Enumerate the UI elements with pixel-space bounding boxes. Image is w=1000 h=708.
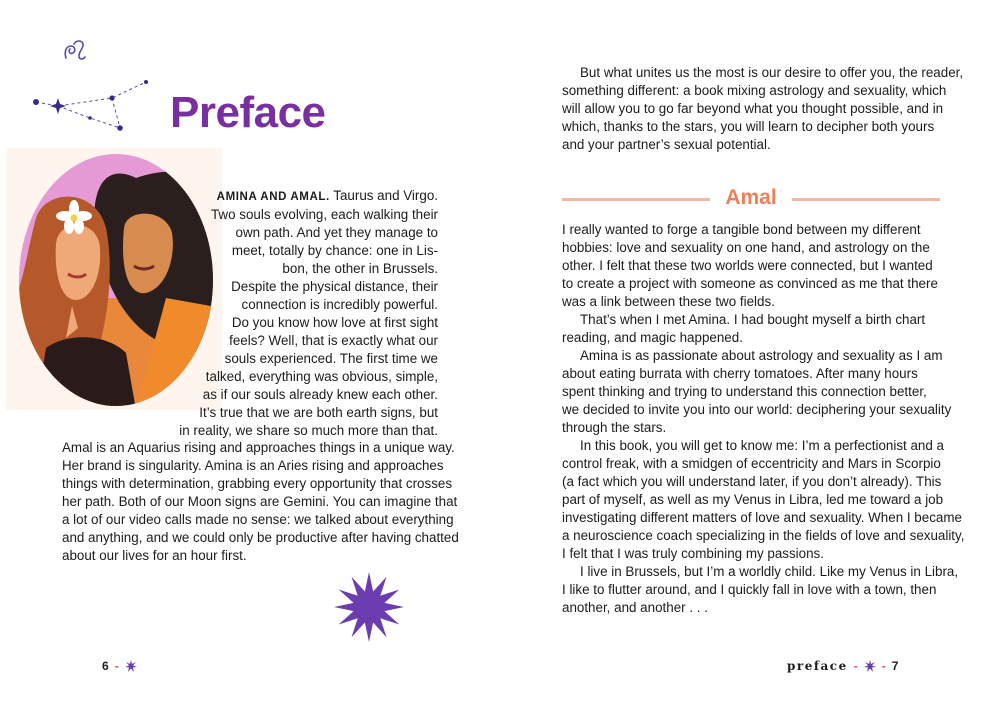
text-line: Do you know how love at first sight: [231, 315, 438, 330]
text-line: Her brand is singularity. Amina is an Aries rising and approaches: [62, 458, 444, 473]
text-line: That’s when I met Amina. I had bought myself a birth chart: [580, 312, 926, 327]
text-line: in reality, we share so much more than that.: [179, 423, 438, 438]
text-line: a neuroscience coach specializing in the fields of love and sexuality,: [562, 528, 965, 543]
text-line: connection is incredibly powerful.: [241, 297, 438, 312]
text-line: souls experienced. The first time we: [224, 351, 438, 366]
lead-in: AMINA AND AMAL.: [216, 191, 330, 203]
section-body-text: [562, 221, 965, 617]
folio-dash: -: [881, 659, 886, 673]
right-page: [500, 0, 1000, 708]
text-line: Two souls evolving, each walking their: [210, 207, 438, 222]
page-title: Preface: [170, 88, 326, 137]
text-line: control freak, with a smidgen of eccentricity and Mars in Scorpio: [562, 456, 941, 471]
constellation-icon: [28, 70, 158, 134]
text-line: Taurus and Virgo.: [329, 188, 438, 203]
folio-number: 6: [102, 659, 109, 673]
text-line: reading, and magic happened.: [562, 330, 743, 345]
text-line: about eating burrata with cherry tomatoes. After many hours: [562, 366, 918, 381]
leo-glyph-icon: [62, 38, 88, 62]
text-line: as if our souls already knew each other.: [202, 387, 438, 402]
text-line: I live in Brussels, but I’m a worldly child. Like my Venus in Libra,: [580, 564, 959, 579]
text-line: spent thinking and trying to understand this connection better,: [562, 384, 927, 399]
text-line: her path. Both of our Moon signs are Gemini. You can imagine that: [62, 494, 458, 509]
text-line: which, thanks to the stars, you will learn to decipher both yours: [562, 119, 935, 134]
text-line: we decided to invite you into our world: deciphering your sexuality: [562, 402, 952, 417]
page-number-left: [102, 659, 137, 673]
text-line: Amal is an Aquarius rising and approaches things in a unique way.: [62, 440, 455, 455]
text-line: hobbies: love and sexuality on one hand, and astrology on the: [562, 240, 930, 255]
text-line: was a link between these two fields.: [562, 294, 775, 309]
continuation-text: [562, 64, 964, 154]
starburst-icon: [333, 571, 405, 643]
text-line: I really wanted to forge a tangible bond between my different: [562, 222, 921, 237]
text-line: (a fact which you will understand later, if you don’t already). This: [562, 474, 942, 489]
text-line: and anything, and we could only be productive after having chatted: [62, 530, 459, 545]
small-star-icon: [125, 660, 137, 672]
text-line: another, and another . . .: [562, 600, 708, 615]
text-line: meet, totally by chance: one in Lis-: [231, 243, 438, 258]
running-head: preface: [787, 659, 848, 673]
heading-rule-right: [792, 198, 940, 201]
text-line: about our lives for an hour first.: [62, 548, 247, 563]
text-line: talked, everything was obvious, simple,: [205, 369, 438, 384]
text-line: I felt that I was truly combining my passions.: [562, 546, 824, 561]
text-line: through the stars.: [562, 420, 667, 435]
text-line: Despite the physical distance, their: [231, 279, 438, 294]
text-line: things with determination, grabbing every opportunity that crosses: [62, 476, 453, 491]
text-line: part of myself, as well as my Venus in Libra, led me toward a job: [562, 492, 944, 507]
folio-number: 7: [891, 659, 899, 673]
text-line: I like to flutter around, and I quickly fall in love with a town, then: [562, 582, 937, 597]
text-line: But what unites us the most is our desire to offer you, the reader,: [580, 65, 964, 80]
text-line: It’s true that we are both earth signs, but: [199, 405, 438, 420]
text-line: investigating different matters of love and sexuality. When I became: [562, 510, 962, 525]
intro-full-text: [62, 439, 459, 565]
text-line: Amina is as passionate about astrology and sexuality as I am: [580, 348, 943, 363]
text-line: In this book, you will get to know me: I’m a perfectionist and a: [580, 438, 944, 453]
section-heading: [562, 186, 940, 212]
folio-dash: -: [853, 659, 858, 673]
intro-first-line: [172, 187, 438, 206]
small-star-icon: [864, 660, 876, 672]
page-number-right: [787, 659, 898, 673]
text-line: own path. And yet they manage to: [235, 225, 438, 240]
text-line: will allow you to go far beyond what you thought possible, and in: [562, 101, 944, 116]
text-line: something different: a book mixing astrology and sexuality, which: [562, 83, 947, 98]
text-line: feels? Well, that is exactly what our: [229, 333, 438, 348]
text-line: to create a project with someone as convinced as me that there: [562, 276, 938, 291]
folio-dash: -: [114, 659, 119, 673]
intro-wrapped-text: [172, 187, 438, 440]
section-title: Amal: [725, 186, 777, 209]
text-line: other. I felt that these two worlds were connected, but I wanted: [562, 258, 933, 273]
text-line: bon, the other in Brussels.: [282, 261, 438, 276]
text-line: and your partner’s sexual potential.: [562, 137, 771, 152]
text-line: a lot of our video calls made no sense: we talked about everything: [62, 512, 454, 527]
